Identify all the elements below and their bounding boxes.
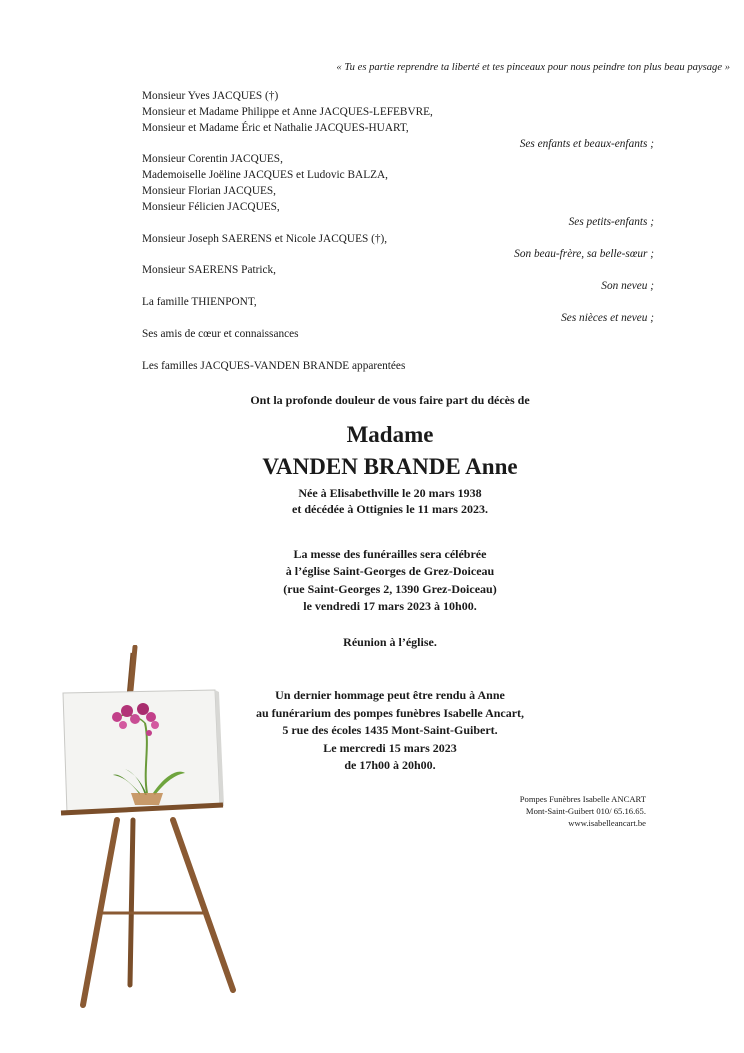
relation-label: Son beau-frère, sa belle-sœur ; bbox=[514, 248, 654, 260]
easel-rear-leg bbox=[130, 820, 133, 985]
funeral-line: le vendredi 17 mars 2023 à 10h00. bbox=[303, 599, 477, 613]
birth-info: Née à Elisabethville le 20 mars 1938 bbox=[298, 486, 482, 500]
relation-label: Ses nièces et neveu ; bbox=[561, 312, 654, 324]
family-line: Monsieur Joseph SAERENS et Nicole JACQUES (†), bbox=[142, 233, 388, 245]
funeral-home-name: Pompes Funèbres Isabelle ANCART bbox=[519, 794, 646, 804]
announcement: Ont la profonde douleur de vous faire part du décès de bbox=[250, 393, 530, 407]
deceased-name: VANDEN BRANDE Anne bbox=[262, 454, 518, 479]
funeral-home-website: www.isabelleancart.be bbox=[568, 818, 646, 828]
family-line: Mademoiselle Joëline JACQUES et Ludovic BALZA, bbox=[142, 169, 388, 181]
family-line: Monsieur Félicien JACQUES, bbox=[142, 201, 280, 213]
family-line: Monsieur et Madame Philippe et Anne JACQUES-LEFEBVRE, bbox=[142, 106, 433, 118]
relation-label: Ses petits-enfants ; bbox=[568, 216, 654, 228]
homage-line: 5 rue des écoles 1435 Mont-Saint-Guibert. bbox=[282, 723, 498, 737]
homage-line: Le mercredi 15 mars 2023 bbox=[323, 741, 457, 755]
homage-line: Un dernier hommage peut être rendu à Anne bbox=[275, 688, 505, 702]
family-line: La famille THIENPONT, bbox=[142, 296, 257, 308]
homage-line: de 17h00 à 20h00. bbox=[344, 758, 436, 772]
family-line: Monsieur et Madame Éric et Nathalie JACQUES-HUART, bbox=[142, 122, 409, 134]
death-info: et décédée à Ottignies le 11 mars 2023. bbox=[292, 502, 488, 516]
homage-line: au funérarium des pompes funèbres Isabelle Ancart, bbox=[255, 706, 525, 720]
reunion-note: Réunion à l’église. bbox=[343, 635, 437, 649]
relation-label: Son neveu ; bbox=[601, 280, 654, 292]
easel-painting-illustration bbox=[55, 645, 245, 1015]
family-line: Monsieur Yves JACQUES (†) bbox=[142, 90, 279, 102]
funeral-home-address: Mont-Saint-Guibert 010/ 65.16.65. bbox=[525, 806, 646, 816]
relation-label: Ses enfants et beaux-enfants ; bbox=[519, 138, 654, 150]
family-line: Ses amis de cœur et connaissances bbox=[142, 328, 299, 340]
family-line: Monsieur Corentin JACQUES, bbox=[142, 153, 283, 165]
deceased-title: Madame bbox=[346, 422, 434, 447]
epigraph-quote: « Tu es partie reprendre ta liberté et tes pinceaux pour nous peindre ton plus beau paysage » bbox=[336, 62, 730, 73]
family-line: Les familles JACQUES-VANDEN BRANDE apparentées bbox=[142, 360, 406, 372]
family-line: Monsieur SAERENS Patrick, bbox=[142, 264, 276, 276]
funeral-line: (rue Saint-Georges 2, 1390 Grez-Doiceau) bbox=[283, 582, 497, 596]
easel-right-leg bbox=[173, 820, 233, 990]
funeral-line: à l’église Saint-Georges de Grez-Doiceau bbox=[285, 564, 495, 578]
family-line: Monsieur Florian JACQUES, bbox=[142, 185, 276, 197]
funeral-line: La messe des funérailles sera célébrée bbox=[293, 547, 487, 561]
